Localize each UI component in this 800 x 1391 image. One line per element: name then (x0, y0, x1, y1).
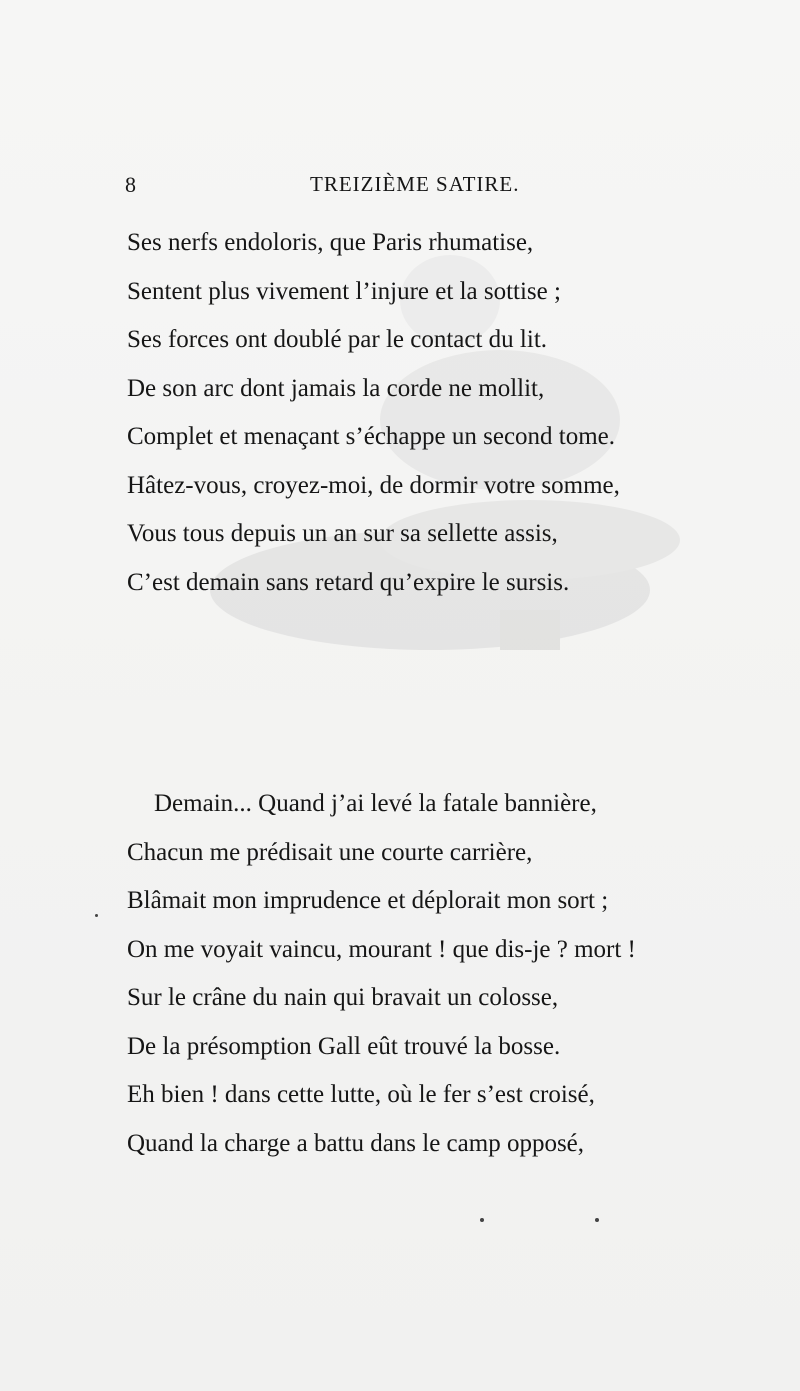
stanza (127, 224, 620, 612)
page-number: 8 (125, 172, 137, 197)
verse-line: Demain... Quand j’ai levé la fatale bannière, (154, 790, 597, 817)
verse-line: Hâtez-vous, croyez-moi, de dormir votre somme, (127, 471, 620, 499)
verse-line: Sentent plus vivement l’injure et la sottise ; (127, 277, 561, 305)
verse-line: Vous tous depuis un an sur sa sellette assis, (127, 520, 558, 547)
verse-line: C’est demain sans retard qu’expire le sursis. (127, 568, 570, 596)
ink-speck (595, 1218, 599, 1222)
verse-line: Blâmait mon imprudence et déplorait mon sort ; (127, 887, 609, 914)
ink-speck (480, 1218, 484, 1222)
verse-line: Quand la charge a battu dans le camp opposé, (127, 1129, 585, 1157)
stanza (127, 785, 636, 1173)
verse-line: De son arc dont jamais la corde ne mollit, (127, 374, 545, 402)
verse-line: Complet et menaçant s’échappe un second tome. (127, 423, 616, 450)
verse-line: Eh bien ! dans cette lutte, où le fer s’est croisé, (127, 1081, 595, 1108)
verse-line: De la présomption Gall eût trouvé la bosse. (127, 1032, 561, 1060)
verse-line: Sur le crâne du nain qui bravait un colosse, (127, 984, 559, 1011)
ink-speck (95, 914, 98, 917)
verse-line: On me voyait vaincu, mourant ! que dis-je ? mort ! (127, 935, 636, 963)
verse-line: Chacun me prédisait une courte carrière, (127, 838, 533, 866)
verse-line: Ses forces ont doublé par le contact du lit. (127, 326, 548, 353)
verse-line: Ses nerfs endoloris, que Paris rhumatise, (127, 229, 534, 256)
running-head: TREIZIÈME SATIRE. (310, 172, 520, 196)
